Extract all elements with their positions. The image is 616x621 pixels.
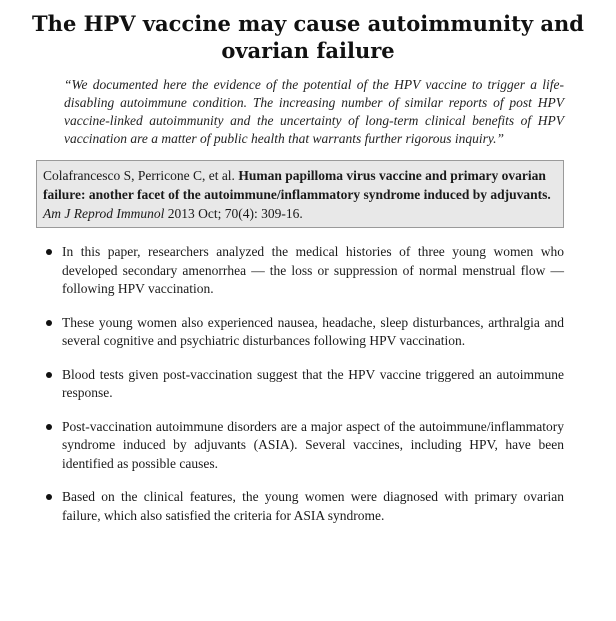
bullet-icon bbox=[46, 249, 52, 255]
bullet-icon bbox=[46, 320, 52, 326]
list-item-text: In this paper, researchers analyzed the medical histories of three young women who developed secondary amenorrhea — the loss or suppression of normal menstrual flow — following HPV vaccination. bbox=[62, 244, 564, 296]
list-item-text: These young women also experienced nausea, headache, sleep disturbances, arthralgia and several cognitive and psychiatric disturbances following HPV vaccination. bbox=[62, 314, 564, 348]
list-item bbox=[44, 366, 564, 403]
bullet-list bbox=[44, 243, 564, 540]
pull-quote: “We documented here the evidence of the potential of the HPV vaccine to trigger a life-disabling autoimmune condition. The increasing number of similar reports of post HPV vaccine-linked autoimmunity and the uncertainty of long-term clinical benefits of HPV vaccination are a matter of public health that warrants further rigorous inquiry.” bbox=[64, 77, 564, 146]
list-item-text: Blood tests given post-vaccination suggest that the HPV vaccine triggered an autoimmune response. bbox=[62, 366, 564, 400]
list-item-text: Based on the clinical features, the young women were diagnosed with primary ovarian failure, which also satisfied the criteria for ASIA syndrome. bbox=[62, 489, 564, 523]
citation-journal: Am J Reprod Immunol bbox=[43, 206, 165, 221]
page-title: The HPV vaccine may cause autoimmunity and ovarian failure bbox=[32, 11, 584, 63]
citation-box bbox=[36, 160, 564, 228]
list-item-text: Post-vaccination autoimmune disorders are a major aspect of the autoimmune/inflammatory syndrome induced by adjuvants (ASIA). Several vaccines, including HPV, have been identified as possible causes. bbox=[62, 418, 564, 471]
bullet-icon bbox=[46, 372, 52, 378]
list-item bbox=[44, 488, 564, 525]
citation-authors: Colafrancesco S, Perricone C, et al. bbox=[43, 168, 235, 183]
bullet-icon bbox=[46, 424, 52, 430]
citation-title: Human papilloma virus vaccine and primary ovarian failure: another facet of the autoimmune/inflammatory syndrome induced by adjuvants. bbox=[43, 168, 551, 202]
citation-details: 2013 Oct; 70(4): 309-16. bbox=[167, 206, 303, 221]
bullet-icon bbox=[46, 494, 52, 500]
list-item bbox=[44, 243, 564, 299]
list-item bbox=[44, 314, 564, 351]
list-item bbox=[44, 418, 564, 474]
